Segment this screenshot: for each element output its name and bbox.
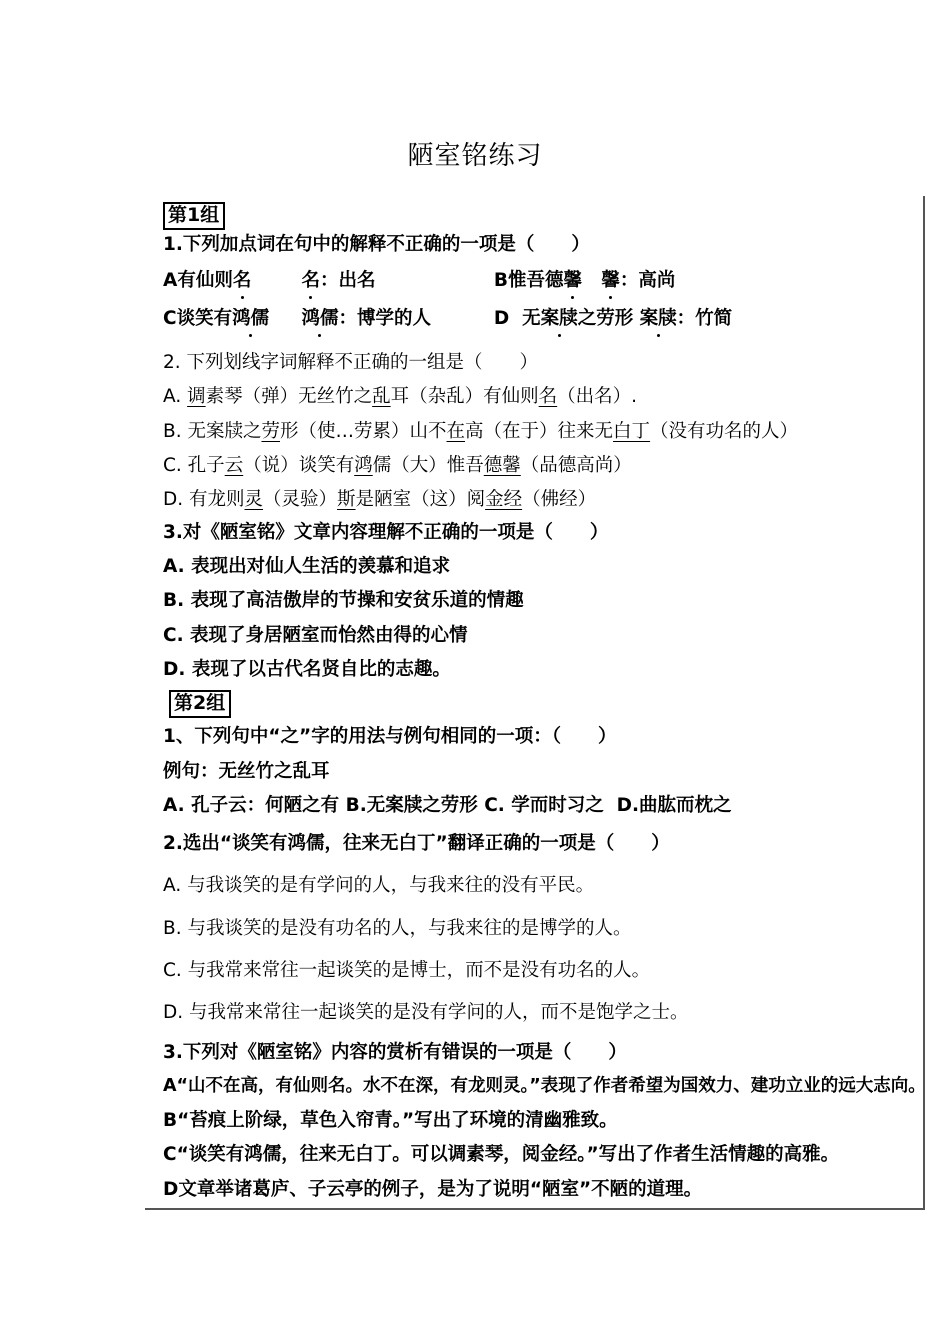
g1-q3-option-a: A. 表现出对仙人生活的羡慕和追求 — [163, 556, 451, 577]
g2-q2-option-d: D. 与我常来常往一起谈笑的是没有学问的人，而不是饱学之士。 — [163, 1002, 689, 1023]
g1-q3-option-c: C. 表现了身居陋室而怡然由得的心情 — [163, 625, 468, 646]
g2-q2-option-a: A. 与我谈笑的是有学问的人，与我来往的没有平民。 — [163, 875, 595, 896]
scanned-worksheet — [145, 196, 925, 1210]
g2-q1-option-a: A. 孔子云：何陋之有 — [163, 795, 340, 816]
g1-q1-option-a-sentence: A有仙则名 — [163, 270, 252, 291]
document-title: 陋室铭练习 — [407, 141, 543, 171]
g2-q3-option-b: B“苔痕上阶绿，草色入帘青。”写出了环境的清幽雅致。 — [163, 1110, 618, 1131]
g1-q1-option-d: D 无案牍之劳形 案牍：竹简 — [493, 308, 733, 329]
g1-q2-option-b: B. 无案牍之劳形（使…劳累）山不在高（在于）往来无白丁（没有功名的人） — [163, 421, 799, 442]
g1-q2-option-d: D. 有龙则灵（灵验）斯是陋室（这）阅金经（佛经） — [163, 489, 597, 510]
g2-q1-stem: 1、下列句中“之”字的用法与例句相同的一项：（ ） — [163, 726, 617, 747]
g2-q3-option-a: A“山不在高，有仙则名。水不在深，有龙则灵。”表现了作者希望为国效力、建功立业的远大志向。 — [163, 1076, 926, 1096]
g2-q2-option-b: B. 与我谈笑的是没有功名的人，与我来往的是博学的人。 — [163, 918, 632, 939]
g1-q3-option-d: D. 表现了以古代名贤自比的志趣。 — [163, 659, 451, 680]
g1-q1-options-row-2 — [163, 310, 732, 329]
g2-q3-option-c: C“谈笑有鸿儒，往来无白丁。可以调素琴，阅金经。”写出了作者生活情趣的高雅。 — [163, 1144, 840, 1165]
g2-q1-options — [163, 797, 732, 816]
g1-q1-stem: 1.下列加点词在句中的解释不正确的一项是（ ） — [163, 234, 590, 255]
g2-q1-option-b: B.无案牍之劳形 — [345, 795, 478, 816]
group-1-label: 第1组 — [163, 202, 225, 230]
g1-q1-option-b: B惟吾德馨 馨：高尚 — [493, 270, 676, 291]
g1-q1-option-a-meaning: 名：出名 — [301, 270, 376, 291]
g1-q1-option-c-meaning: 鸿儒：博学的人 — [301, 308, 431, 329]
g2-q1-option-c: C. 学而时习之 — [484, 795, 604, 816]
g1-q2-option-a: A. 调素琴（弹）无丝竹之乱耳（杂乱）有仙则名（出名）. — [163, 386, 638, 407]
g2-q2-stem: 2.选出“谈笑有鸿儒，往来无白丁”翻译正确的一项是（ ） — [163, 833, 670, 854]
g1-q1-options-row-1 — [163, 272, 675, 291]
g2-q1-option-d: D.曲肱而枕之 — [616, 795, 732, 816]
g2-q3-option-d: D文章举诸葛庐、子云亭的例子，是为了说明“陋室”不陋的道理。 — [163, 1179, 703, 1200]
g2-q2-option-c: C. 与我常来常往一起谈笑的是博士，而不是没有功名的人。 — [163, 960, 651, 981]
g1-q1-option-c-sentence: C谈笑有鸿儒 — [163, 308, 270, 329]
g1-q2-option-c: C. 孔子云（说）谈笑有鸿儒（大）惟吾德馨（品德高尚） — [163, 455, 632, 476]
group-2-label: 第2组 — [169, 690, 231, 718]
g1-q3-option-b: B. 表现了高洁傲岸的节操和安贫乐道的情趣 — [163, 590, 524, 611]
g1-q2-stem: 2. 下列划线字词解释不正确的一组是（ ） — [163, 352, 539, 373]
g1-q3-stem: 3.对《陋室铭》文章内容理解不正确的一项是（ ） — [163, 522, 609, 543]
g2-q1-example: 例句：无丝竹之乱耳 — [163, 761, 330, 782]
g2-q3-stem: 3.下列对《陋室铭》内容的赏析有错误的一项是（ ） — [163, 1042, 627, 1063]
